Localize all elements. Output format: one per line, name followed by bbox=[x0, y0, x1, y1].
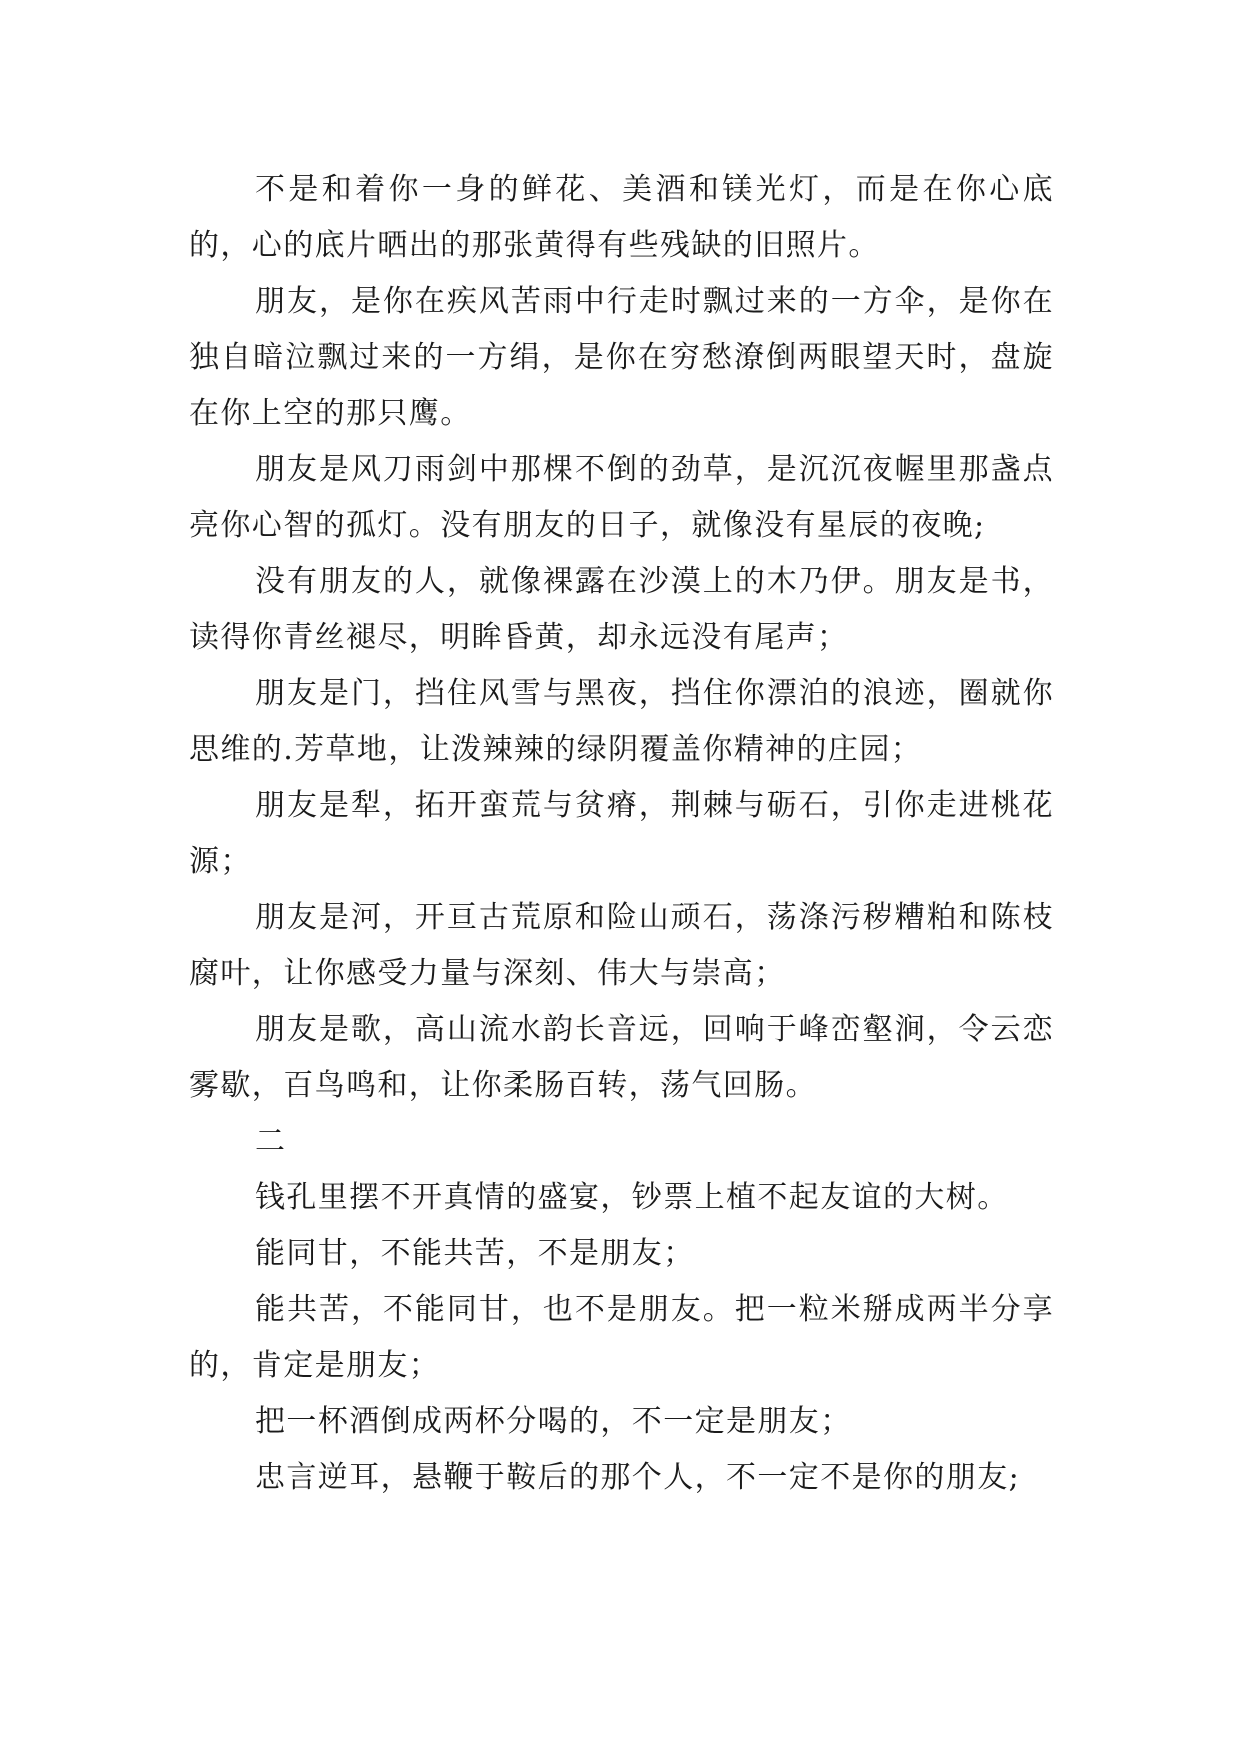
paragraph: 朋友是门，挡住风雪与黑夜，挡住你漂泊的浪迹，圈就你思维的.芳草地，让泼辣辣的绿阴覆盖你精神的庄园； bbox=[189, 676, 1054, 767]
paragraph: 把一杯酒倒成两杯分喝的，不一定是朋友； bbox=[255, 1404, 852, 1439]
section-number: 二 bbox=[255, 1124, 287, 1159]
paragraph: 忠言逆耳，悬鞭于鞍后的那个人，不一定不是你的朋友; bbox=[255, 1460, 1021, 1495]
paragraph: 朋友是犁，拓开蛮荒与贫瘠，荆棘与砺石，引你走进桃花源； bbox=[189, 788, 1054, 879]
paragraph: 朋友是河，开亘古荒原和险山顽石，荡涤污秽糟粕和陈枝腐叶，让你感受力量与深刻、伟大与崇高； bbox=[189, 900, 1054, 991]
document-body bbox=[189, 162, 1054, 1506]
paragraph: 朋友是风刀雨剑中那棵不倒的劲草，是沉沉夜幄里那盏点亮你心智的孤灯。没有朋友的日子，就像没有星辰的夜晚; bbox=[189, 452, 1054, 543]
paragraph: 没有朋友的人，就像裸露在沙漠上的木乃伊。朋友是书，读得你青丝褪尽，明眸昏黄，却永远没有尾声； bbox=[189, 564, 1054, 655]
paragraph: 能共苦，不能同甘，也不是朋友。把一粒米掰成两半分享的，肯定是朋友； bbox=[189, 1292, 1054, 1383]
paragraph: 钱孔里摆不开真情的盛宴，钞票上植不起友谊的大树。 bbox=[255, 1180, 1009, 1215]
paragraph: 朋友是歌，高山流水韵长音远，回响于峰峦壑涧，令云恋雾歇，百鸟鸣和，让你柔肠百转，荡气回肠。 bbox=[189, 1012, 1054, 1103]
paragraph: 不是和着你一身的鲜花、美酒和镁光灯，而是在你心底的，心的底片晒出的那张黄得有些残缺的旧照片。 bbox=[189, 172, 1054, 263]
paragraph: 朋友，是你在疾风苦雨中行走时飘过来的一方伞，是你在独自暗泣飘过来的一方绢，是你在穷愁潦倒两眼望天时，盘旋在你上空的那只鹰。 bbox=[189, 284, 1054, 431]
paragraph: 能同甘，不能共苦，不是朋友； bbox=[255, 1236, 695, 1271]
